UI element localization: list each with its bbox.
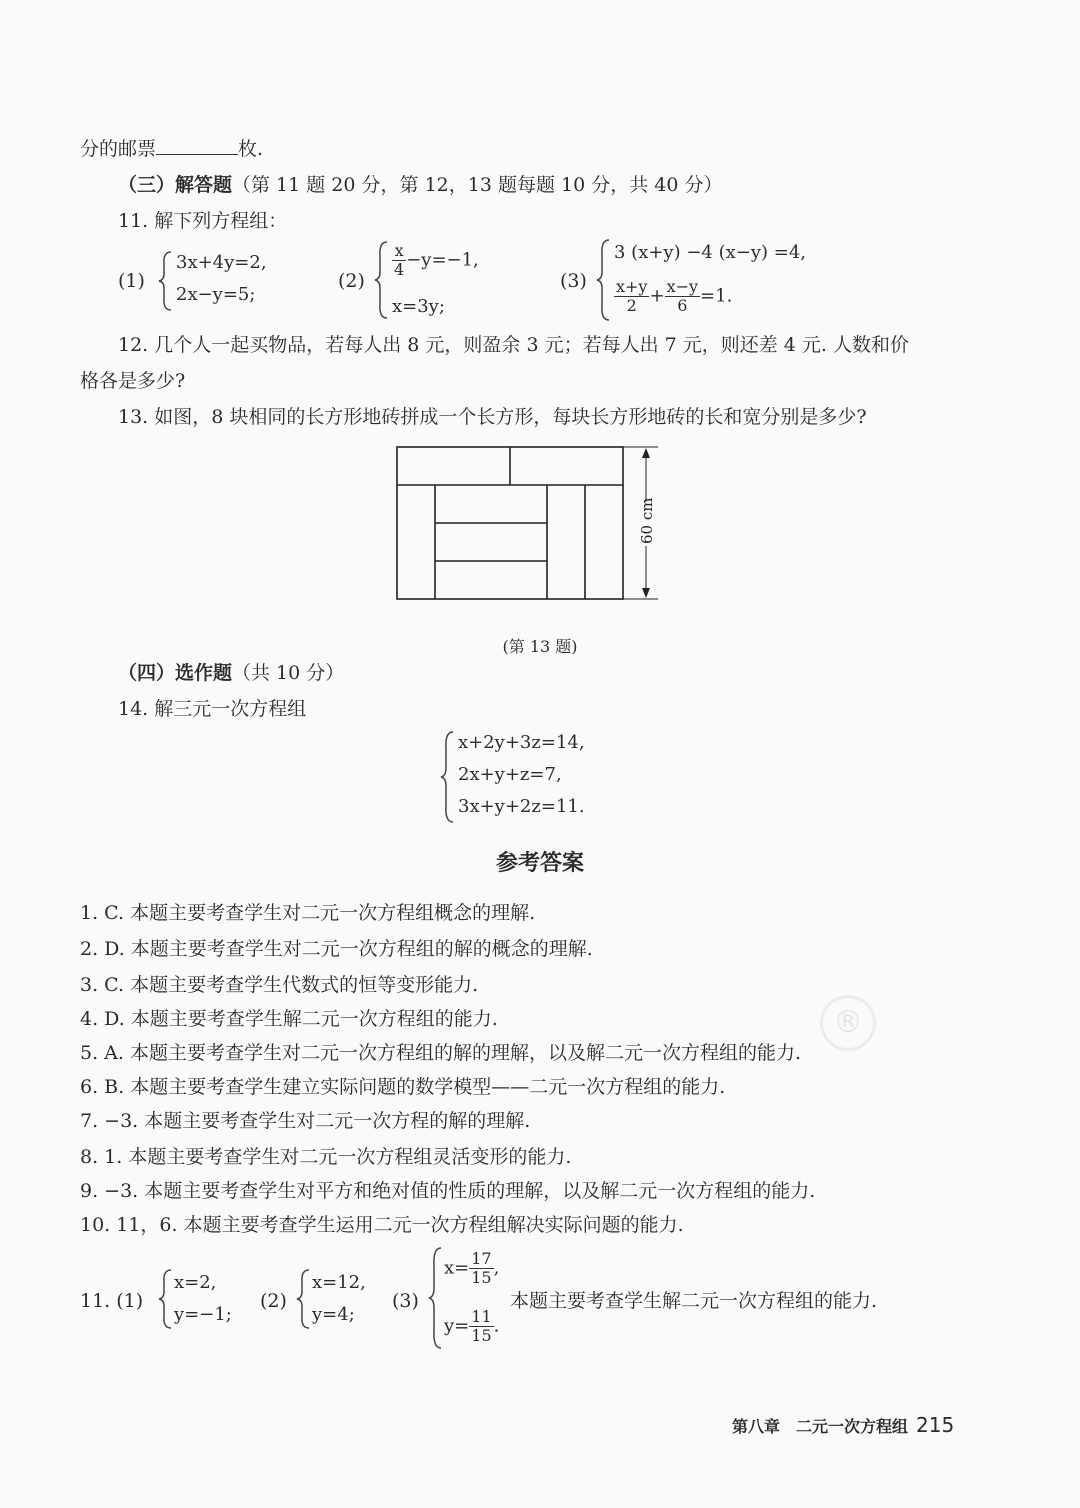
fraction: $\frac{17}{15}$	[471, 1249, 492, 1287]
q11-p1-eq1: 3x+4y=2,	[176, 252, 267, 273]
a11-p3-y: y= $\frac{11}{15}$ .	[444, 1307, 500, 1345]
answer-item: 5. A. 本题主要考查学生对二元一次方程组的解的理解，以及解二元一次方程组的能力.	[80, 1042, 802, 1064]
brace-icon	[440, 730, 456, 824]
question-12-line2: 格各是多少?	[80, 370, 186, 392]
arrow-up-icon	[642, 448, 650, 458]
q11-p3-eq1: 3 (x+y) −4 (x−y) =4,	[614, 242, 807, 263]
q11-p2-eq1: $\frac{x}{4}$ −y=−1,	[394, 241, 479, 279]
brace-icon	[296, 1268, 312, 1330]
chapter-title: 第八章 二元一次方程组	[732, 1417, 909, 1436]
a11-p3-x: x= $\frac{17}{15}$ ,	[444, 1249, 500, 1287]
a11-p1-eq1: x=2,	[174, 1272, 217, 1293]
answer-11-label: 11. (1)	[80, 1290, 144, 1312]
brace-icon	[158, 250, 174, 312]
answer-item: 7. −3. 本题主要考查学生对二元一次方程的解的理解.	[80, 1110, 531, 1132]
q14-eq3: 3x+y+2z=11.	[458, 796, 585, 817]
brace-icon	[428, 1246, 444, 1350]
page-footer	[732, 1413, 954, 1437]
answer-item: 3. C. 本题主要考查学生代数式的恒等变形能力.	[80, 974, 479, 996]
answer-item: 8. 1. 本题主要考查学生对二元一次方程组灵活变形的能力.	[80, 1146, 572, 1168]
brace-icon	[374, 240, 390, 320]
brace-icon	[158, 1268, 174, 1330]
fraction: $\frac{x+y}{2}$	[616, 277, 648, 315]
q11-part1-label: (1)	[118, 270, 145, 292]
answer-blank[interactable]	[156, 136, 238, 155]
q11-part2-label: (2)	[338, 270, 365, 292]
section3-header: （三）解答题（第 11 题 20 分，第 12，13 题每题 10 分，共 40 分）	[118, 174, 723, 196]
a11-p2-eq1: x=12,	[312, 1272, 366, 1293]
question-14: 14. 解三元一次方程组	[118, 698, 307, 720]
answer-11-part2-label: (2)	[260, 1290, 287, 1312]
answer-item: 1. C. 本题主要考查学生对二元一次方程组概念的理解.	[80, 902, 536, 924]
question-11: 11. 解下列方程组：	[118, 210, 288, 232]
figure-caption: (第 13 题)	[502, 637, 578, 656]
dimension-label: 60 cm	[638, 497, 656, 544]
q11-p1-eq2: 2x−y=5;	[176, 284, 256, 305]
q14-eq1: x+2y+3z=14,	[458, 732, 585, 753]
q14-eq2: 2x+y+z=7,	[458, 764, 562, 785]
fraction: $\frac{11}{15}$	[471, 1307, 492, 1345]
answer-item: 2. D. 本题主要考查学生对二元一次方程组的解的概念的理解.	[80, 938, 593, 960]
answer-item: 6. B. 本题主要考查学生建立实际问题的数学模型——二元一次方程组的能力.	[80, 1076, 726, 1098]
q11-p2-eq2: x=3y;	[392, 296, 445, 317]
answers-heading: 参考答案	[495, 851, 584, 876]
answer-item: 10. 11，6. 本题主要考查学生运用二元一次方程组解决实际问题的能力.	[80, 1214, 684, 1236]
a11-p1-eq2: y=−1;	[174, 1304, 232, 1325]
question-13: 13. 如图，8 块相同的长方形地砖拼成一个长方形，每块长方形地砖的长和宽分别是多少?	[118, 406, 867, 428]
section4-header: （四）选作题（共 10 分）	[118, 662, 345, 684]
answer-item: 4. D. 本题主要考查学生解二元一次方程组的能力.	[80, 1008, 498, 1030]
fraction: $\frac{x}{4}$	[394, 241, 405, 279]
tile-figure	[396, 446, 666, 604]
q11-part3-label: (3)	[560, 270, 587, 292]
registered-icon: ®	[820, 995, 876, 1051]
fraction: $\frac{x-y}{6}$	[666, 277, 699, 315]
question-12-line1: 12. 几个人一起买物品，若每人出 8 元，则盈余 3 元；若每人出 7 元，则还差 4 元. 人数和价	[118, 334, 910, 356]
answer-item: 9. −3. 本题主要考查学生对平方和绝对值的性质的理解，以及解二元一次方程组的能力.	[80, 1180, 816, 1202]
answer-11-note: 本题主要考查学生解二元一次方程组的能力.	[510, 1290, 878, 1312]
page-number: 215	[916, 1413, 955, 1437]
answer-11-part3-label: (3)	[392, 1290, 419, 1312]
brace-icon	[596, 238, 612, 322]
q10-continuation: 分的邮票 枚.	[80, 138, 264, 160]
arrow-down-icon	[642, 588, 650, 598]
a11-p2-eq2: y=4;	[312, 1304, 355, 1325]
q11-p3-eq2: $\frac{x+y}{2}$ + $\frac{x-y}{6}$ =1.	[616, 277, 733, 315]
